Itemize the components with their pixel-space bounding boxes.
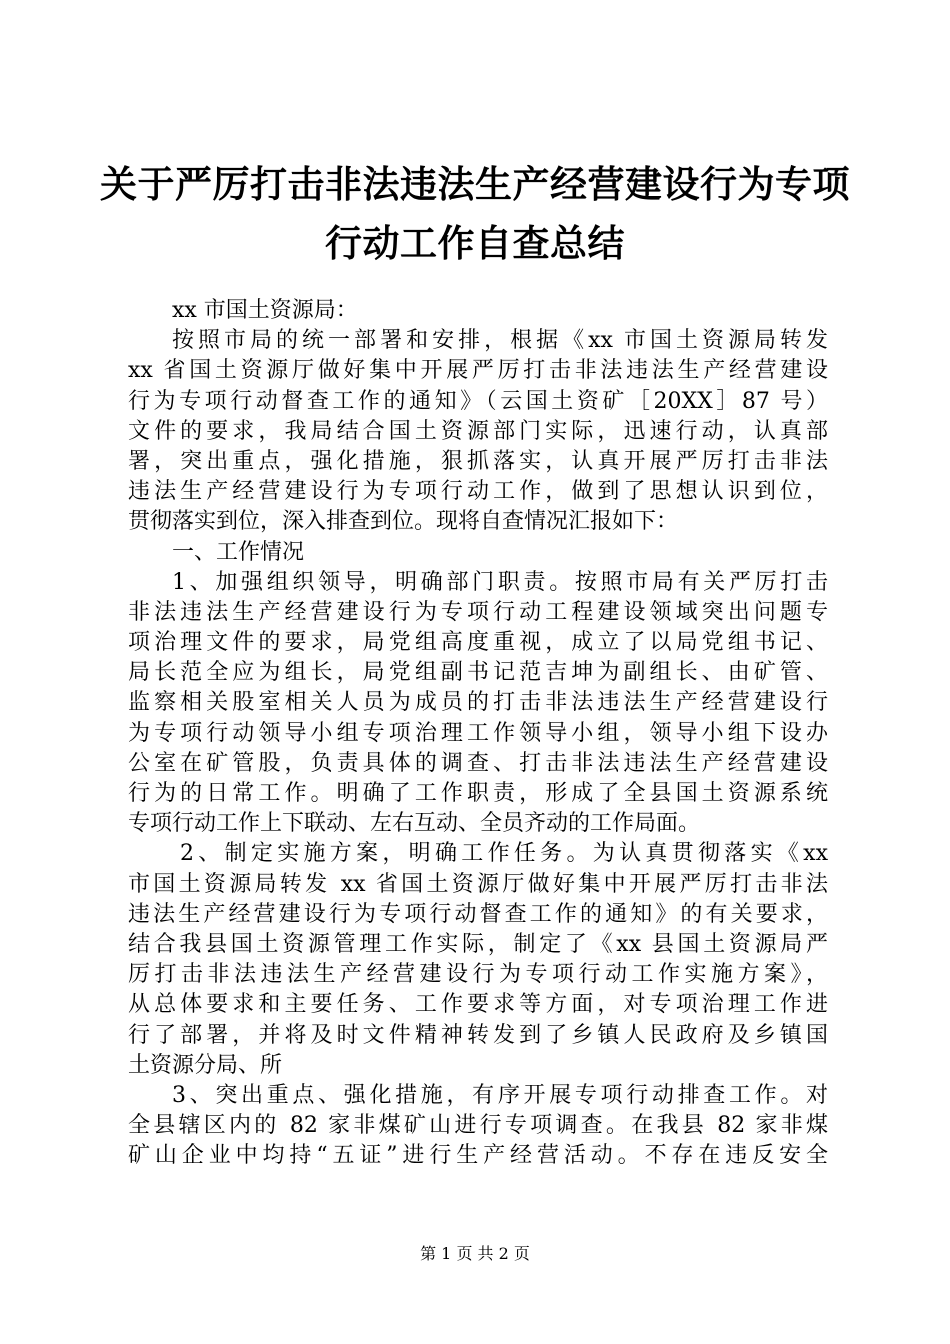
paragraph-4-line: 矿山企业中均持“五证”进行生产经营活动。不存在违反安全 (128, 1143, 828, 1169)
paragraph-3-line: 土资源分局、所 (128, 1052, 283, 1078)
paragraph-1-line: 按照市局的统一部署和安排，根据《xx 市国土资源局转发 (172, 328, 828, 354)
paragraph-2-line: 为专项行动领导小组专项治理工作领导小组，领导小组下设办 (128, 720, 828, 746)
salutation: xx 市国土资源局： (172, 298, 358, 323)
paragraph-2-line: 监察相关股室相关人员为成员的打击非法违法生产经营建设行 (128, 690, 828, 716)
paragraph-1-line: 违法生产经营建设行为专项行动工作，做到了思想认识到位， (128, 479, 828, 505)
paragraph-3-line: 市国土资源局转发 xx 省国土资源厅做好集中开展严厉打击非法 (128, 871, 828, 897)
paragraph-2-line: 局长范全应为组长，局党组副书记范吉坤为副组长、由矿管、 (128, 660, 828, 686)
section-heading: 一、工作情况 (172, 539, 305, 565)
paragraph-3-line: 从总体要求和主要任务、工作要求等方面，对专项治理工作进 (128, 992, 828, 1018)
paragraph-1-line: 署，突出重点，强化措施，狠抓落实，认真开展严厉打击非法 (128, 448, 828, 474)
paragraph-4-line: 全县辖区内的 82 家非煤矿山进行专项调查。在我县 82 家非煤 (128, 1113, 828, 1139)
paragraph-2-line: 非法违法生产经营建设行为专项行动工程建设领域突出问题专 (128, 599, 828, 625)
paragraph-1-line: 行为专项行动督查工作的通知》（云国土资矿［20XX］87 号） (128, 388, 828, 414)
paragraph-4-line: 3、突出重点、强化措施，有序开展专项行动排查工作。对 (172, 1082, 828, 1108)
paragraph-3-line: 行了部署，并将及时文件精神转发到了乡镇人民政府及乡镇国 (128, 1022, 828, 1048)
paragraph-3-line: 厉打击非法违法生产经营建设行为专项行动工作实施方案》， (128, 962, 828, 988)
paragraph-2-line: 行为的日常工作。明确了工作职责，形成了全县国土资源系统 (128, 781, 828, 806)
paragraph-1-line: 贯彻落实到位，深入排查到位。现将自查情况汇报如下： (128, 509, 679, 535)
document-title-line-2: 行动工作自查总结 (325, 222, 625, 265)
paragraph-3-line: 2、制定实施方案，明确工作任务。为认真贯彻落实《xx (180, 841, 828, 867)
paragraph-2-line: 专项行动工作上下联动、左右互动、全员齐动的工作局面。 (128, 811, 701, 837)
paragraph-3-line: 结合我县国土资源管理工作实际，制定了《xx 县国土资源局严 (128, 931, 828, 957)
paragraph-2-line: 公室在矿管股，负责具体的调查、打击非法违法生产经营建设 (128, 750, 828, 776)
paragraph-2-line: 1、加强组织领导，明确部门职责。按照市局有关严厉打击 (172, 569, 828, 595)
paragraph-2-line: 项治理文件的要求，局党组高度重视，成立了以局党组书记、 (128, 630, 828, 656)
document-title-line-1: 关于严厉打击非法违法生产经营建设行为专项 (100, 163, 850, 206)
paragraph-1-line: 文件的要求，我局结合国土资源部门实际，迅速行动，认真部 (128, 418, 828, 444)
page-footer: 第 1 页 共 2 页 (420, 1244, 530, 1263)
paragraph-1-line: xx 省国土资源厅做好集中开展严厉打击非法违法生产经营建设 (128, 358, 828, 384)
paragraph-3-line: 违法生产经营建设行为专项行动督查工作的通知》的有关要求， (128, 901, 828, 927)
document-body (128, 296, 828, 1171)
